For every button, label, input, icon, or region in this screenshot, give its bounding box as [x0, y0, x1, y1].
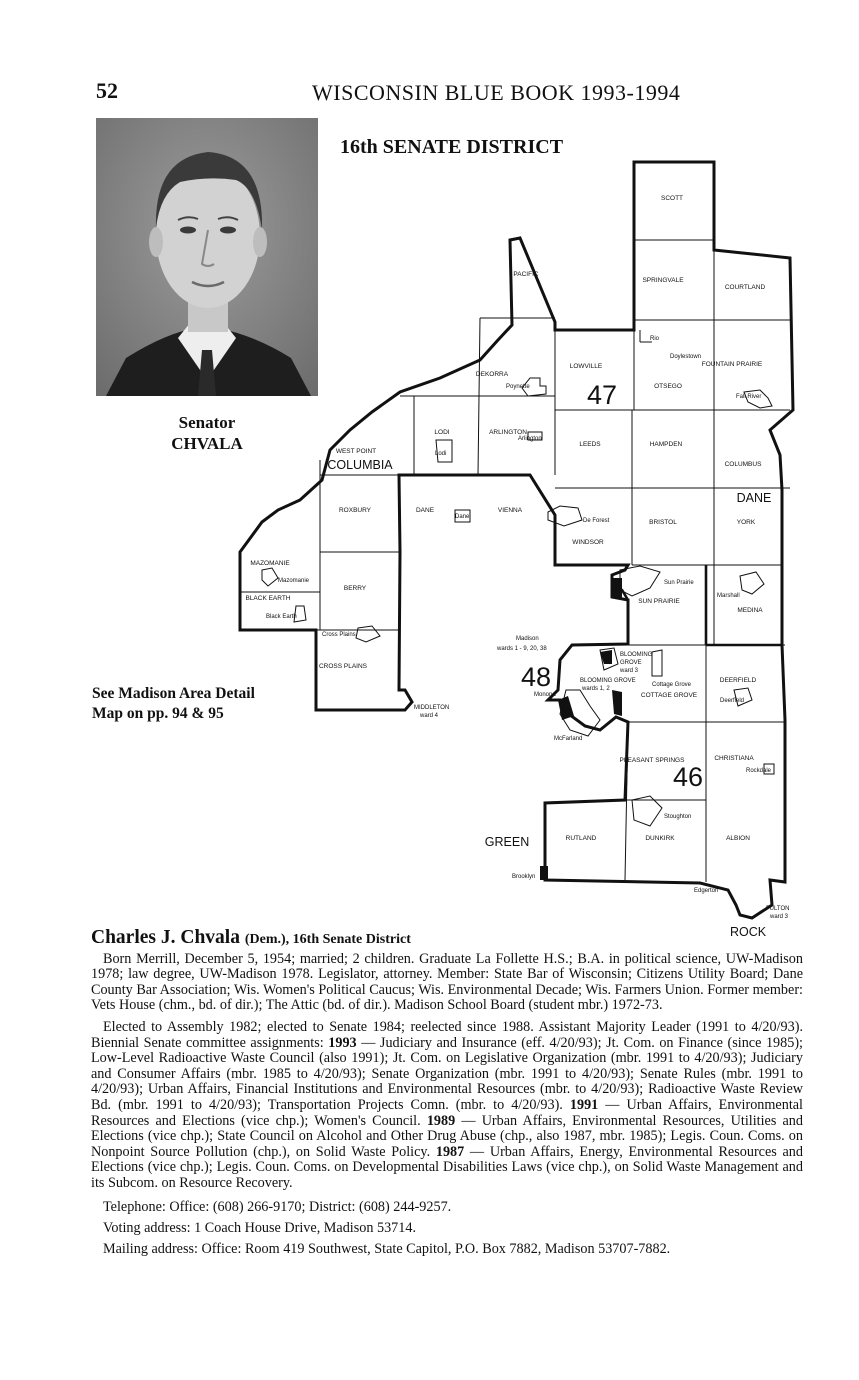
twp-medina: MEDINA — [737, 607, 763, 614]
middleton-1: MIDDLETON — [414, 705, 450, 711]
twp-albion: ALBION — [726, 835, 750, 842]
twp-pleasant-springs: PLEASANT SPRINGS — [619, 757, 685, 764]
running-head-ook: OOK — [525, 80, 575, 105]
bio-voting-address: Voting address: 1 Coach House Drive, Madison 53714. — [103, 1219, 417, 1236]
bio-legis-c: — Urban Affairs, Environmental Resources and Elections (vice chp.); Women's Council. — [91, 1096, 803, 1129]
twp-hampden: HAMPDEN — [649, 441, 683, 448]
running-head — [312, 80, 680, 106]
running-head-b: B — [444, 80, 460, 105]
town-lodi: Lodi — [435, 451, 447, 457]
county-dane: DANE — [736, 491, 772, 505]
town-black-earth: Black Earth — [266, 614, 297, 620]
bio-legislative-paragraph — [91, 1020, 803, 1192]
caption-name: CHVALA — [171, 434, 243, 453]
madison-label-1: Madison — [516, 636, 539, 642]
blooming-grove-3: ward 3 — [620, 668, 639, 674]
madison-detail-note — [92, 684, 302, 724]
town-rockdale: Rockdale — [746, 768, 772, 774]
twp-arlington: ARLINGTON — [489, 429, 527, 436]
twp-cottage-grove: COTTAGE GROVE — [640, 692, 698, 699]
bio-legis-b: — Judiciary and Insurance (eff. 4/20/93); Jt. Com. on Finance (since 1985); Low-Level Radioactive Waste Council (also 1991); Jt. Com. on Legislative Organization (mbr. 1991 to 4/20/93); Judiciary and Consumer Affairs (mbr. 1985 to 4/20/93); Senate Organization (mbr. 1991 to 4/20/93); Senate Rules (mbr. 1991 to 4/20/93); Urban Affairs, Financial Institutions and Environmental Resources (mbr. to 4/20/93); Radioactive Waste Review Bd. (mbr. 1991 to 4/20/93); Transportation Projects Comn. (mbr. to 4/20/93). — [91, 1034, 803, 1113]
bio-affiliation: (Dem.), 16th Senate District — [244, 932, 411, 947]
town-mcfarland: McFarland — [554, 736, 583, 742]
twp-christiana: CHRISTIANA — [714, 755, 754, 762]
town-de-forest: De Forest — [583, 518, 610, 524]
bio-year-1991: 1991 — [569, 1096, 599, 1113]
bio-name: Charles J. Chvala — [91, 927, 240, 948]
district-47-label: 47 — [586, 380, 618, 410]
bio-legis-d: — Urban Affairs, Environmental Resources, Utilities and Elections (vice chp.); State Council on Alcohol and Other Drug Abuse (chp., also 1987, mbr. 1985); Legis. Coun. Coms. on Nonpoint Source Pollution (chp.), on Solid Waste Policy. — [91, 1112, 803, 1160]
town-cottage-grove: Cottage Grove — [652, 682, 692, 688]
twp-springvale: SPRINGVALE — [642, 277, 684, 284]
running-head-years: 1993-1994 — [580, 80, 681, 105]
county-boundary — [555, 565, 782, 645]
senate-district-map — [230, 160, 810, 945]
municipality-outlines — [262, 378, 774, 826]
town-brooklyn: Brooklyn — [512, 874, 536, 880]
twp-bristol: BRISTOL — [649, 519, 677, 526]
district-46-label: 46 — [672, 762, 704, 792]
twp-dunkirk: DUNKIRK — [645, 835, 675, 842]
twp-scott: SCOTT — [660, 195, 684, 202]
twp-dekorra: DEKORRA — [475, 371, 509, 378]
middleton-2: ward 4 — [420, 713, 439, 719]
bio-year-1987: 1987 — [435, 1143, 465, 1160]
twp-black-earth: BLACK EARTH — [245, 595, 291, 602]
township-grid — [240, 240, 790, 882]
twp-dane: DANE — [415, 507, 435, 514]
detail-note-line2: Map on pp. 94 & 95 — [92, 705, 224, 722]
twp-columbus: COLUMBUS — [724, 461, 762, 468]
running-head-w: W — [312, 80, 334, 105]
twp-roxbury: ROXBURY — [338, 507, 372, 514]
town-poynette: Poynette — [506, 384, 530, 390]
fulton-2: ward 3 — [770, 914, 789, 920]
bio-heading — [91, 927, 803, 948]
twp-vienna: VIENNA — [497, 507, 523, 514]
twp-mazomanie: MAZOMANIE — [250, 560, 290, 567]
twp-lowville: LOWVILLE — [569, 363, 603, 370]
town-fall-river: Fall River — [736, 394, 762, 400]
bio-telephone: Telephone: Office: (608) 266-9170; District: (608) 244-9257. — [103, 1198, 452, 1215]
town-cross-plains: Cross Plains — [322, 632, 356, 638]
twp-sun-prairie: SUN PRAIRIE — [638, 598, 680, 605]
twp-west-point: WEST POINT — [335, 448, 377, 455]
bio-year-1993: 1993 — [328, 1034, 357, 1051]
blooming-grove-2: GROVE — [620, 660, 642, 666]
detail-note-line1: See Madison Area Detail — [92, 685, 255, 702]
blooming-grove-b: BLOOMING GROVE — [580, 678, 636, 684]
caption-title: Senator — [178, 413, 236, 432]
county-columbia: COLUMBIA — [327, 458, 393, 472]
twp-pacific: PACIFIC — [513, 271, 539, 278]
blooming-grove-1: BLOOMING — [620, 652, 653, 658]
running-head-b2: B — [510, 80, 526, 105]
town-mazomanie: Mazomanie — [278, 578, 310, 584]
bio-legis-a: Elected to Assembly 1982; elected to Senate 1984; reelected since 1988. Assistant Majority Leader (1991 to 4/20/93). Biennial Senate committee assignments: — [91, 1018, 803, 1051]
district-48-label: 48 — [520, 662, 552, 692]
page-number: 52 — [96, 78, 118, 103]
twp-lodi: LODI — [434, 429, 450, 436]
twp-windsor: WINDSOR — [572, 539, 604, 546]
fulton-1: FULTON — [766, 906, 790, 912]
town-deerfield: Deerfield — [720, 698, 745, 704]
twp-leeds: LEEDS — [579, 441, 601, 448]
running-head-isconsin: ISCONSIN — [333, 80, 439, 105]
town-edgerton: Edgerton — [694, 888, 719, 894]
bio-year-1989: 1989 — [426, 1112, 456, 1129]
biography — [91, 927, 803, 1261]
map-title: 16th SENATE DISTRICT — [340, 136, 564, 158]
bio-legis-e: — Urban Affairs, Energy, Environmental Resources and Elections (vice chp.); Legis. Coun. Coms. on Developmental Disabilities Laws (vice chp.), on Solid Waste Management and its Subcom. on Resource Recovery. — [91, 1143, 803, 1191]
town-arlington: Arlington — [518, 436, 542, 442]
bio-mailing-address: Mailing address: Office: Room 419 Southwest, State Capitol, P.O. Box 7882, Madison 53707-7882. — [103, 1240, 671, 1257]
twp-berry: BERRY — [343, 585, 367, 592]
running-head-lue: LUE — [459, 80, 505, 105]
twp-otsego: OTSEGO — [654, 383, 682, 390]
town-sun-prairie: Sun Prairie — [664, 580, 694, 586]
twp-york: YORK — [736, 519, 756, 526]
town-rio: Rio — [650, 336, 660, 342]
town-marshall: Marshall — [717, 593, 740, 599]
county-green: GREEN — [484, 835, 530, 849]
town-doylestown: Doylestown — [670, 354, 702, 360]
county-rock: ROCK — [729, 925, 767, 939]
madison-label-2: wards 1 - 9, 20, 38 — [497, 646, 547, 652]
town-monona: Monona — [534, 692, 556, 698]
town-dane: Dane — [455, 514, 470, 520]
twp-deerfield: DEERFIELD — [719, 677, 757, 684]
town-stoughton: Stoughton — [664, 814, 692, 820]
blooming-grove-b2: wards 1, 2 — [582, 686, 610, 692]
twp-rutland: RUTLAND — [565, 835, 597, 842]
bio-personal-paragraph: Born Merrill, December 5, 1954; married; 2 children. Graduate La Follette H.S.; B.A. in political science, UW-Madison 1978; law degree, UW-Madison 1978. Legislator, attorney. Member: State Bar of Wisconsin; Citizens Utility Board; Dane County Bar Association; Wis. Women's Political Caucus; Wis. Environmental Decade; Wis. Farmers Union. Former member: Vets House (chm., bd. of dir.); The Attic (bd. of dir.). Madison School Board (student mbr.) 1972-73. — [91, 950, 803, 1014]
twp-cross-plains: CROSS PLAINS — [318, 663, 368, 670]
twp-fountain-prairie: FOUNTAIN PRAIRIE — [701, 361, 763, 368]
twp-courtland: COURTLAND — [724, 284, 766, 291]
